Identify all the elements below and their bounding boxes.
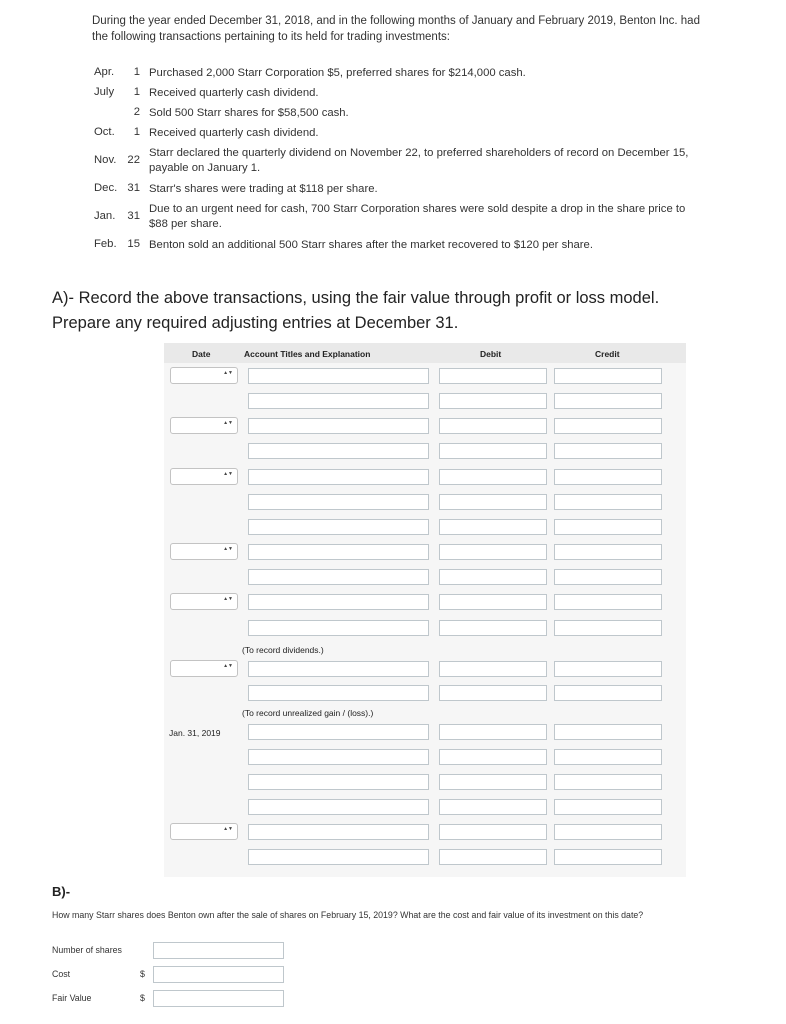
transaction-description: Purchased 2,000 Starr Corporation $5, preferred shares for $214,000 cash. [149, 67, 526, 79]
credit-input[interactable] [554, 685, 662, 701]
problem-intro: During the year ended December 31, 2018, and in the following months of January and February 2019, Benton Inc. had the following transactions pertaining to its held for trading investments: [92, 15, 700, 43]
transaction-month: Jan. [94, 210, 116, 222]
credit-input[interactable] [554, 774, 662, 790]
credit-input[interactable] [554, 849, 662, 865]
debit-input[interactable] [439, 620, 547, 636]
select-arrows-icon: ▲▼ [223, 596, 233, 602]
account-title-input[interactable] [248, 799, 429, 815]
credit-input[interactable] [554, 469, 662, 485]
credit-input[interactable] [554, 393, 662, 409]
debit-input[interactable] [439, 443, 547, 459]
transaction-day: 1 [133, 126, 140, 138]
debit-input[interactable] [439, 519, 547, 535]
select-arrows-icon: ▲▼ [223, 370, 233, 376]
note-record-unrealized: (To record unrealized gain / (loss).) [242, 708, 374, 718]
journal-header [164, 343, 686, 363]
transaction-day: 1 [133, 66, 140, 78]
header-credit: Credit [595, 349, 620, 359]
credit-input[interactable] [554, 519, 662, 535]
select-arrows-icon: ▲▼ [223, 420, 233, 426]
date-select[interactable] [170, 543, 238, 560]
transaction-description: Sold 500 Starr shares for $58,500 cash. [149, 107, 349, 119]
date-select[interactable] [170, 417, 238, 434]
account-title-input[interactable] [248, 569, 429, 585]
debit-input[interactable] [439, 661, 547, 677]
account-title-input[interactable] [248, 494, 429, 510]
select-arrows-icon: ▲▼ [223, 546, 233, 552]
debit-input[interactable] [439, 749, 547, 765]
transaction-day: 2 [133, 106, 140, 118]
account-title-input[interactable] [248, 368, 429, 384]
select-arrows-icon: ▲▼ [223, 471, 233, 477]
debit-input[interactable] [439, 569, 547, 585]
account-title-input[interactable] [248, 849, 429, 865]
account-title-input[interactable] [248, 418, 429, 434]
credit-input[interactable] [554, 443, 662, 459]
debit-input[interactable] [439, 724, 547, 740]
select-arrows-icon: ▲▼ [223, 663, 233, 669]
debit-input[interactable] [439, 799, 547, 815]
section-a-instructions [52, 286, 752, 336]
credit-input[interactable] [554, 620, 662, 636]
note-record-dividends: (To record dividends.) [242, 645, 324, 655]
label-number-of-shares: Number of shares [52, 945, 122, 955]
credit-input[interactable] [554, 368, 662, 384]
credit-input[interactable] [554, 824, 662, 840]
credit-input[interactable] [554, 661, 662, 677]
debit-input[interactable] [439, 849, 547, 865]
date-select[interactable] [170, 593, 238, 610]
credit-input[interactable] [554, 724, 662, 740]
transaction-day: 22 [127, 154, 140, 166]
debit-input[interactable] [439, 368, 547, 384]
header-account: Account Titles and Explanation [244, 349, 371, 359]
section-b-question: How many Starr shares does Benton own after the sale of shares on February 15, 2019? What are the cost and fair value of its investment on this date? [52, 910, 644, 920]
transaction-month: Nov. [94, 154, 117, 166]
credit-input[interactable] [554, 418, 662, 434]
select-arrows-icon: ▲▼ [223, 826, 233, 832]
number-of-shares-input[interactable] [153, 942, 284, 959]
credit-input[interactable] [554, 544, 662, 560]
debit-input[interactable] [439, 774, 547, 790]
transaction-day: 1 [133, 86, 140, 98]
account-title-input[interactable] [248, 594, 429, 610]
fair-value-currency-symbol: $ [140, 993, 145, 1003]
debit-input[interactable] [439, 544, 547, 560]
credit-input[interactable] [554, 494, 662, 510]
label-fair-value: Fair Value [52, 993, 92, 1003]
section-b-title: B)- [52, 884, 71, 899]
date-select[interactable] [170, 660, 238, 677]
journal-entry-table [164, 343, 686, 877]
account-title-input[interactable] [248, 749, 429, 765]
transaction-month: Apr. [94, 66, 115, 78]
transaction-description: Starr's shares were trading at $118 per share. [149, 183, 378, 195]
debit-input[interactable] [439, 594, 547, 610]
credit-input[interactable] [554, 749, 662, 765]
section-a-line2: Prepare any required adjusting entries at December 31. [52, 314, 459, 332]
account-title-input[interactable] [248, 685, 429, 701]
fixed-date-label: Jan. 31, 2019 [169, 728, 221, 738]
transaction-day: 15 [127, 238, 140, 250]
account-title-input[interactable] [248, 824, 429, 840]
account-title-input[interactable] [248, 469, 429, 485]
transaction-month: Oct. [94, 126, 115, 138]
account-title-input[interactable] [248, 724, 429, 740]
transaction-description: Received quarterly cash dividend. [149, 87, 319, 99]
transaction-description: Benton sold an additional 500 Starr shares after the market recovered to $120 per share. [149, 239, 593, 251]
account-title-input[interactable] [248, 544, 429, 560]
credit-input[interactable] [554, 569, 662, 585]
transaction-description: Due to an urgent need for cash, 700 Starr Corporation shares were sold despite a drop in the share price to $88 per share. [149, 203, 686, 230]
transaction-month: Dec. [94, 182, 118, 194]
transaction-month: July [94, 86, 115, 98]
credit-input[interactable] [554, 594, 662, 610]
transaction-day: 31 [127, 182, 140, 194]
account-title-input[interactable] [248, 519, 429, 535]
debit-input[interactable] [439, 418, 547, 434]
label-cost: Cost [52, 969, 71, 979]
section-a-line1: A)- Record the above transactions, using the fair value through profit or loss model. [52, 289, 660, 307]
date-select[interactable] [170, 367, 238, 384]
credit-input[interactable] [554, 799, 662, 815]
debit-input[interactable] [439, 824, 547, 840]
debit-input[interactable] [439, 685, 547, 701]
account-title-input[interactable] [248, 443, 429, 459]
fair-value-input[interactable] [153, 990, 284, 1007]
cost-currency-symbol: $ [140, 969, 145, 979]
transaction-description: Received quarterly cash dividend. [149, 127, 319, 139]
debit-input[interactable] [439, 393, 547, 409]
account-title-input[interactable] [248, 620, 429, 636]
debit-input[interactable] [439, 494, 547, 510]
account-title-input[interactable] [248, 393, 429, 409]
cost-input[interactable] [153, 966, 284, 983]
debit-input[interactable] [439, 469, 547, 485]
date-select[interactable] [170, 468, 238, 485]
account-title-input[interactable] [248, 661, 429, 677]
transaction-description: Starr declared the quarterly dividend on November 22, to preferred shareholders of record on December 15, payable on January 1. [149, 147, 689, 174]
account-title-input[interactable] [248, 774, 429, 790]
transaction-month: Feb. [94, 238, 117, 250]
header-debit: Debit [480, 349, 502, 359]
header-date: Date [192, 349, 211, 359]
transaction-day: 31 [127, 210, 140, 222]
date-select[interactable] [170, 823, 238, 840]
